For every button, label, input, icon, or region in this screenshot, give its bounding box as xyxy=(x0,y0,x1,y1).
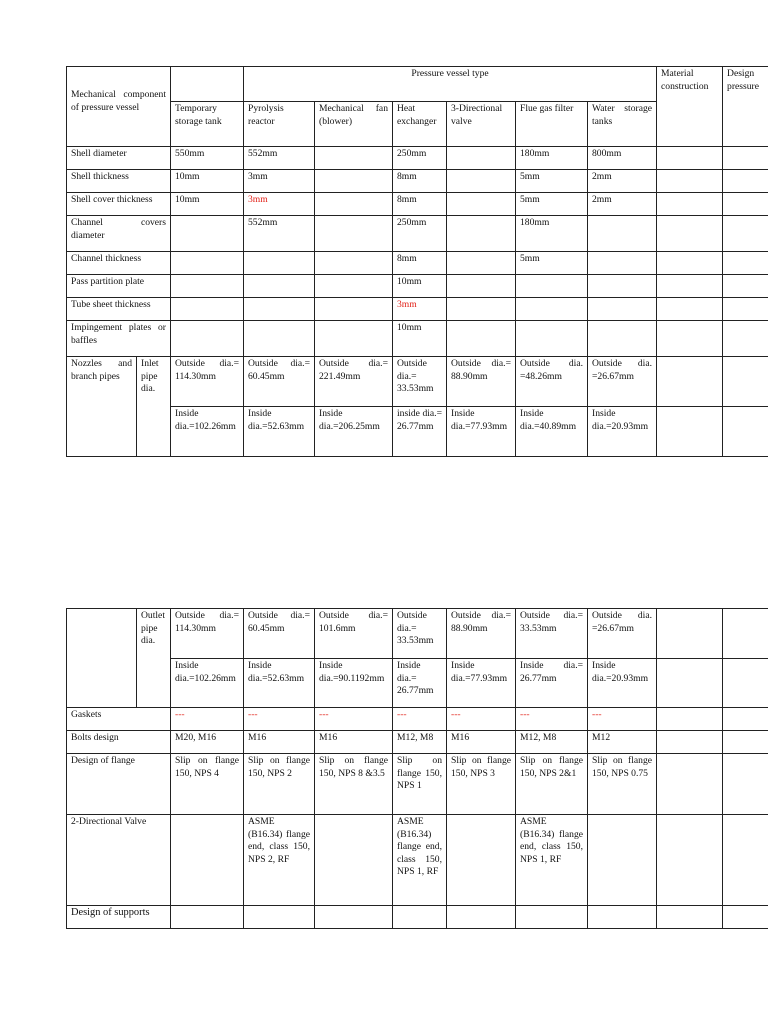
pressure-cell xyxy=(723,275,768,298)
data-cell: inside dia.= 26.77mm xyxy=(393,407,447,457)
highlighted-cell: --- xyxy=(393,708,447,731)
row-label: Gaskets xyxy=(67,708,171,731)
data-cell: Inside dia.=40.89mm xyxy=(516,407,588,457)
data-cell xyxy=(315,275,393,298)
data-cell xyxy=(171,275,244,298)
data-cell: Slip on flange 150, NPS 2 xyxy=(244,754,315,815)
pressure-cell xyxy=(723,170,768,193)
highlighted-cell: --- xyxy=(171,708,244,731)
type-header-cell: 3-Directional valve xyxy=(447,102,516,147)
pressure-cell xyxy=(723,659,768,708)
pressure-cell xyxy=(723,708,768,731)
table-row xyxy=(67,147,768,170)
row-label: Channel thickness xyxy=(67,252,171,275)
material-cell xyxy=(657,407,723,457)
data-cell: 2mm xyxy=(588,170,657,193)
component-header: Mechanical component of pressure vessel xyxy=(67,67,171,147)
data-cell: 552mm xyxy=(244,147,315,170)
vessel-type-header: Pressure vessel type xyxy=(244,67,657,102)
data-cell: 800mm xyxy=(588,147,657,170)
data-cell: 10mm xyxy=(171,170,244,193)
data-cell xyxy=(393,906,447,929)
material-cell xyxy=(657,321,723,357)
table-row xyxy=(67,252,768,275)
data-cell: ASME (B16.34) flange end, class 150, NPS 2, RF xyxy=(244,815,315,906)
header-blank-cell xyxy=(171,67,244,102)
data-cell: Outside dia.= 114.30mm xyxy=(171,609,244,659)
material-cell xyxy=(657,659,723,708)
pressure-cell xyxy=(723,906,768,929)
data-cell: ASME (B16.34) flange end, class 150, NPS 1, RF xyxy=(393,815,447,906)
material-cell xyxy=(657,754,723,815)
data-cell xyxy=(315,147,393,170)
row-label: Tube sheet thickness xyxy=(67,298,171,321)
highlighted-cell: --- xyxy=(516,708,588,731)
data-cell xyxy=(244,275,315,298)
data-cell xyxy=(588,815,657,906)
pressure-vessel-table-part-2 xyxy=(66,608,768,929)
data-cell: Inside dia.=52.63mm xyxy=(244,659,315,708)
data-cell: M12 xyxy=(588,731,657,754)
row-label: Shell cover thickness xyxy=(67,193,171,216)
data-cell: Inside dia.=77.93mm xyxy=(447,407,516,457)
data-cell: Slip on flange 150, NPS 8 &3.5 xyxy=(315,754,393,815)
data-cell: Outside dia.= 114.30mm xyxy=(171,357,244,407)
table-row xyxy=(67,216,768,252)
row-label: Channel covers diameter xyxy=(67,216,171,252)
highlighted-cell: --- xyxy=(315,708,393,731)
data-cell xyxy=(315,815,393,906)
pressure-cell xyxy=(723,754,768,815)
data-cell xyxy=(447,193,516,216)
data-cell xyxy=(315,193,393,216)
row-label: Shell thickness xyxy=(67,170,171,193)
data-cell: Slip on flange 150, NPS 4 xyxy=(171,754,244,815)
material-cell xyxy=(657,731,723,754)
pressure-vessel-table-part-1 xyxy=(66,66,768,457)
data-cell: Outside dia.= 88.90mm xyxy=(447,609,516,659)
pressure-cell xyxy=(723,321,768,357)
highlighted-cell: 3mm xyxy=(244,193,315,216)
data-cell xyxy=(315,906,393,929)
data-cell: Outside dia.= 33.53mm xyxy=(516,609,588,659)
data-cell xyxy=(171,815,244,906)
nozzles-label: Nozzles and branch pipes xyxy=(67,357,137,457)
data-cell: Outside dia.= 60.45mm xyxy=(244,357,315,407)
material-cell xyxy=(657,815,723,906)
table-row xyxy=(67,731,768,754)
data-cell xyxy=(244,252,315,275)
data-cell: 5mm xyxy=(516,193,588,216)
data-cell: 250mm xyxy=(393,147,447,170)
data-cell: M12, M8 xyxy=(393,731,447,754)
data-cell xyxy=(447,147,516,170)
data-cell: Outside dia.= 101.6mm xyxy=(315,609,393,659)
data-cell: Slip on flange 150, NPS 1 xyxy=(393,754,447,815)
data-cell xyxy=(588,252,657,275)
data-cell: Inside dia.=90.1192mm xyxy=(315,659,393,708)
pressure-cell xyxy=(723,609,768,659)
data-cell: Outside dia.= 221.49mm xyxy=(315,357,393,407)
data-cell xyxy=(447,275,516,298)
type-header-cell: Water storage tanks xyxy=(588,102,657,147)
material-cell xyxy=(657,298,723,321)
data-cell xyxy=(588,275,657,298)
data-cell: Outside dia.= 33.53mm xyxy=(393,357,447,407)
data-cell xyxy=(171,298,244,321)
data-cell: ASME (B16.34) flange end, class 150, NPS 1, RF xyxy=(516,815,588,906)
table-row xyxy=(67,609,768,659)
data-cell xyxy=(171,321,244,357)
table-row xyxy=(67,321,768,357)
table-row xyxy=(67,815,768,906)
data-cell xyxy=(516,321,588,357)
data-cell: 180mm xyxy=(516,147,588,170)
data-cell xyxy=(516,275,588,298)
data-cell xyxy=(315,170,393,193)
data-cell xyxy=(315,321,393,357)
data-cell: Inside dia.= 26.77mm xyxy=(516,659,588,708)
highlighted-cell: 3mm xyxy=(393,298,447,321)
material-cell xyxy=(657,609,723,659)
data-cell: M16 xyxy=(315,731,393,754)
inlet-pipe-label: Inlet pipe dia. xyxy=(137,357,171,457)
data-cell: Slip on flange 150, NPS 2&1 xyxy=(516,754,588,815)
pressure-cell xyxy=(723,298,768,321)
type-header-cell: Flue gas filter xyxy=(516,102,588,147)
row-label: Pass partition plate xyxy=(67,275,171,298)
data-cell: Outside dia. =26.67mm xyxy=(588,357,657,407)
data-cell: 5mm xyxy=(516,252,588,275)
material-cell xyxy=(657,170,723,193)
data-cell: Inside dia.=102.26mm xyxy=(171,659,244,708)
material-cell xyxy=(657,252,723,275)
row-label: Impingement plates or baffles xyxy=(67,321,171,357)
highlighted-cell: --- xyxy=(588,708,657,731)
pressure-cell xyxy=(723,357,768,407)
data-cell xyxy=(244,298,315,321)
data-cell xyxy=(588,216,657,252)
data-cell: Outside dia. =26.67mm xyxy=(588,609,657,659)
data-cell xyxy=(588,298,657,321)
data-cell xyxy=(315,252,393,275)
data-cell: Outside dia.= 88.90mm xyxy=(447,357,516,407)
data-cell: Inside dia.=20.93mm xyxy=(588,659,657,708)
data-cell: Slip on flange 150, NPS 3 xyxy=(447,754,516,815)
data-cell xyxy=(171,906,244,929)
pressure-cell xyxy=(723,252,768,275)
data-cell: 552mm xyxy=(244,216,315,252)
pressure-cell xyxy=(723,407,768,457)
table-row xyxy=(67,193,768,216)
pressure-cell xyxy=(723,216,768,252)
table-row xyxy=(67,357,768,407)
data-cell xyxy=(447,321,516,357)
material-cell xyxy=(657,708,723,731)
pressure-cell xyxy=(723,731,768,754)
data-cell xyxy=(244,906,315,929)
data-cell: Inside dia.=206.25mm xyxy=(315,407,393,457)
material-cell xyxy=(657,906,723,929)
data-cell xyxy=(447,216,516,252)
data-cell xyxy=(447,815,516,906)
data-cell: 8mm xyxy=(393,193,447,216)
type-header-cell: Temporary storage tank xyxy=(171,102,244,147)
row-label: Design of supports xyxy=(67,906,171,929)
pressure-cell xyxy=(723,147,768,170)
data-cell xyxy=(315,298,393,321)
table-row xyxy=(67,170,768,193)
table-row xyxy=(67,298,768,321)
data-cell xyxy=(447,252,516,275)
data-cell: M20, M16 xyxy=(171,731,244,754)
data-cell: Slip on flange 150, NPS 0.75 xyxy=(588,754,657,815)
data-cell: Inside dia.=77.93mm xyxy=(447,659,516,708)
data-cell: M16 xyxy=(447,731,516,754)
data-cell xyxy=(588,321,657,357)
table-row xyxy=(67,708,768,731)
data-cell: 10mm xyxy=(393,321,447,357)
highlighted-cell: --- xyxy=(447,708,516,731)
data-cell: 180mm xyxy=(516,216,588,252)
data-cell: 250mm xyxy=(393,216,447,252)
data-cell: M12, M8 xyxy=(516,731,588,754)
row-label: Design of flange xyxy=(67,754,171,815)
data-cell: Outside dia. =48.26mm xyxy=(516,357,588,407)
type-header-cell: Pyrolysis reactor xyxy=(244,102,315,147)
data-cell xyxy=(171,216,244,252)
data-cell: 5mm xyxy=(516,170,588,193)
data-cell xyxy=(447,298,516,321)
row-label: Shell diameter xyxy=(67,147,171,170)
material-cell xyxy=(657,193,723,216)
nozzles-label-continued xyxy=(67,609,137,708)
material-cell xyxy=(657,216,723,252)
data-cell xyxy=(588,906,657,929)
data-cell: Inside dia.=102.26mm xyxy=(171,407,244,457)
table-row xyxy=(67,659,768,708)
data-cell xyxy=(171,252,244,275)
data-cell: 550mm xyxy=(171,147,244,170)
type-header-cell: Mechanical fan (blower) xyxy=(315,102,393,147)
data-cell xyxy=(244,321,315,357)
pressure-cell xyxy=(723,193,768,216)
data-cell: 3mm xyxy=(244,170,315,193)
data-cell xyxy=(447,170,516,193)
table-row xyxy=(67,906,768,929)
data-cell: Outside dia.= 33.53mm xyxy=(393,609,447,659)
outlet-pipe-label: Outlet pipe dia. xyxy=(137,609,171,708)
data-cell: 10mm xyxy=(393,275,447,298)
data-cell: 10mm xyxy=(171,193,244,216)
type-header-cell: Heat exchanger xyxy=(393,102,447,147)
material-cell xyxy=(657,275,723,298)
data-cell: Inside dia.=52.63mm xyxy=(244,407,315,457)
data-cell: 8mm xyxy=(393,252,447,275)
data-cell: Inside dia.=20.93mm xyxy=(588,407,657,457)
data-cell: 8mm xyxy=(393,170,447,193)
material-header: Material construction xyxy=(657,67,723,147)
design-pressure-header: Design pressure xyxy=(723,67,768,147)
row-label: Bolts design xyxy=(67,731,171,754)
data-cell xyxy=(516,906,588,929)
material-cell xyxy=(657,147,723,170)
pressure-cell xyxy=(723,815,768,906)
data-cell: Inside dia.= 26.77mm xyxy=(393,659,447,708)
material-cell xyxy=(657,357,723,407)
table-row xyxy=(67,754,768,815)
highlighted-cell: --- xyxy=(244,708,315,731)
table-row xyxy=(67,275,768,298)
data-cell: M16 xyxy=(244,731,315,754)
table-row xyxy=(67,407,768,457)
data-cell xyxy=(315,216,393,252)
data-cell: Outside dia.= 60.45mm xyxy=(244,609,315,659)
row-label: 2-Directional Valve xyxy=(67,815,171,906)
data-cell xyxy=(447,906,516,929)
data-cell xyxy=(516,298,588,321)
data-cell: 2mm xyxy=(588,193,657,216)
